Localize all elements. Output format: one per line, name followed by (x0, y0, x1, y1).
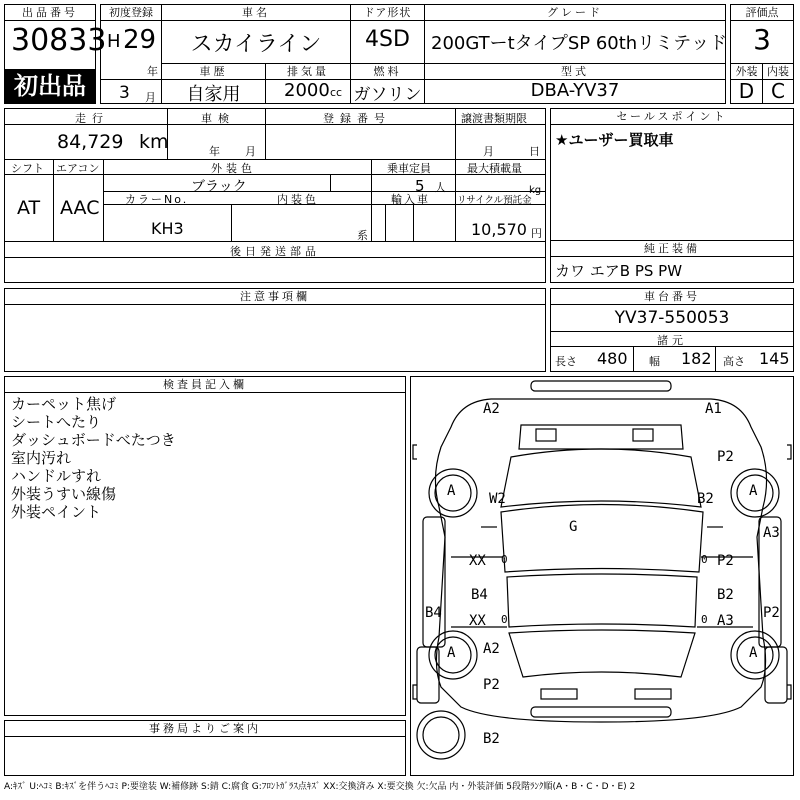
inspector-label: 検査員記入欄 (5, 377, 405, 393)
capacity-label: 乗車定員 (387, 162, 431, 175)
shift-value: AT (17, 197, 41, 219)
notes-label: 注意事項欄 (5, 289, 545, 305)
damage-zero-2: 0 (701, 553, 708, 566)
color-value: ブラック (191, 179, 247, 195)
inspector-line: シートへたり (11, 413, 102, 431)
disp-value: 2000 (284, 80, 330, 101)
grade-value: 200GTーtタイプSP 60thリミテッド (431, 33, 728, 54)
model-box (424, 63, 726, 104)
ac-label: エアコン (56, 162, 100, 175)
damage-zero-4: 0 (701, 613, 708, 626)
plate-label: 登録番号 (323, 112, 391, 125)
car-name: スカイライン (190, 32, 322, 57)
equipment-label: 純正装備 (551, 241, 793, 257)
int-label: 内装 (763, 64, 793, 80)
mileage-value: 84,729 (57, 131, 124, 153)
inspector-box (4, 376, 406, 716)
notes-box (4, 288, 546, 372)
chassis-label: 車台番号 (551, 289, 793, 305)
damage-a3-right: A3 (763, 525, 780, 541)
recycle-unit: 円 (531, 227, 542, 240)
int-value: C (771, 79, 785, 103)
insp-year-unit: 年 (209, 145, 220, 158)
mileage-label: 走行 (75, 112, 109, 125)
dims-label: 諸元 (657, 334, 687, 347)
damage-legend: A:ｷｽﾞ U:ﾍｺﾐ B:ｷｽﾞを伴うﾍｺﾐ P:要塗装 W:補修跡 S:錆 C:腐食 G:ﾌﾛﾝﾄｶﾞﾗｽ点ｷｽﾞ XX:交換済み X:要交換 欠:欠品 内・外装評価 5段階ﾗﾝｸ順(A・B・C・D・E) 2 (4, 782, 636, 792)
length-label: 長さ (555, 355, 577, 368)
length-value: 480 (597, 349, 628, 368)
damage-g: G (569, 519, 578, 535)
import-label: 輸入車 (391, 193, 430, 206)
name-box (161, 4, 351, 64)
damage-b4-inner: B4 (471, 587, 488, 603)
damage-zero-3: 0 (501, 613, 508, 626)
ac-value: AAC (60, 197, 100, 219)
damage-a2-lr: A2 (483, 641, 500, 657)
sales-text: ★ユーザー買取車 (555, 131, 674, 149)
tire-fr-grade: A (749, 483, 758, 499)
inspection-label: 車検 (201, 112, 235, 125)
load-unit: kg (529, 185, 542, 196)
tire-fl-grade: A (447, 483, 456, 499)
chassis-value: YV37-550053 (614, 308, 730, 328)
insp-month-unit: 月 (245, 145, 256, 158)
damage-b2-right: B2 (697, 491, 714, 507)
score-box (730, 4, 794, 64)
damage-b4-left: B4 (425, 605, 442, 621)
equipment-text: カワ エアB PS PW (555, 262, 683, 280)
damage-b2-right2: B2 (717, 587, 734, 603)
transfer-label: 譲渡書類期限 (461, 112, 527, 125)
colorno-label: カラーNo. (125, 193, 189, 206)
inspector-line: 外装うすい線傷 (11, 485, 117, 503)
damage-p2-right2: P2 (763, 605, 780, 621)
grade-label: グレード (425, 5, 725, 21)
capacity-value: 5 (415, 177, 425, 195)
door-label: ドア形状 (351, 5, 424, 21)
displacement-box (265, 63, 351, 104)
damage-xx-2: XX (469, 613, 486, 629)
exterior-box (730, 63, 763, 104)
fuel-value: ガソリン (353, 85, 422, 105)
height-value: 145 (759, 349, 790, 368)
damage-p2-lr: P2 (483, 677, 500, 693)
reg-month: 3 (119, 83, 130, 103)
damage-diagram (410, 376, 794, 776)
history-value: 自家用 (186, 84, 241, 105)
transfer-day-unit: 日 (529, 145, 540, 158)
car-outline-diagram (411, 377, 793, 775)
intcolor-label: 内装色 (277, 193, 319, 206)
damage-a2-top: A2 (483, 401, 500, 417)
transfer-month-unit: 月 (483, 145, 494, 158)
color-label: 外装色 (211, 162, 256, 175)
fuel-box (350, 63, 425, 104)
year-unit: 年 (147, 65, 158, 78)
later-parts-label: 後日発送部品 (230, 245, 320, 258)
inspector-line: カーペット焦げ (11, 395, 117, 413)
damage-a1-top: A1 (705, 401, 722, 417)
damage-xx-1: XX (469, 553, 486, 569)
era: H (107, 31, 121, 52)
lot-label: 出品番号 (5, 5, 95, 21)
recycle-label: リサイクル預託金 (457, 195, 532, 206)
grade-box (424, 4, 726, 64)
width-label: 幅 (649, 355, 660, 368)
damage-p2-right: P2 (717, 553, 734, 569)
inspector-line: ダッシュボードべたつき (11, 431, 176, 449)
name-label: 車名 (162, 5, 350, 21)
inspector-line: ハンドルすれ (11, 467, 102, 485)
recycle-value: 10,570 (471, 220, 527, 239)
first-listing-badge: 初出品 (5, 69, 95, 103)
reg-label: 初度登録 (101, 5, 161, 21)
door-box (350, 4, 425, 64)
damage-a3-right2: A3 (717, 613, 734, 629)
height-label: 高さ (723, 355, 745, 368)
tire-rr-grade: A (749, 645, 758, 661)
intcolor-unit: 系 (357, 229, 368, 242)
model-label: 型式 (425, 64, 725, 80)
score-label: 評価点 (731, 5, 793, 21)
model-value: DBA-YV37 (530, 80, 620, 101)
lot-number: 30833 (11, 23, 107, 58)
load-label: 最大積載量 (467, 162, 522, 175)
sales-label: セールスポイント (551, 109, 793, 125)
colorno-value: KH3 (151, 219, 184, 238)
ext-value: D (738, 79, 755, 103)
reg-year: 29 (123, 25, 157, 55)
ext-label: 外装 (731, 64, 762, 80)
chassis-box (550, 288, 794, 372)
disp-label: 排気量 (266, 64, 350, 80)
history-label: 車歴 (162, 64, 265, 80)
registration-box (100, 4, 162, 104)
shift-label: シフト (11, 162, 44, 175)
interior-box (762, 63, 794, 104)
damage-zero-1: 0 (501, 553, 508, 566)
damage-w2: W2 (489, 491, 506, 507)
fuel-label: 燃料 (351, 64, 424, 80)
equipment-box (550, 240, 794, 283)
details-grid (4, 108, 546, 283)
door-value: 4SD (365, 27, 410, 52)
inspector-line: 室内汚れ (11, 449, 72, 467)
capacity-unit: 人 (435, 181, 446, 194)
damage-p2-rf: P2 (717, 449, 734, 465)
score-value: 3 (753, 23, 771, 56)
history-box (161, 63, 266, 104)
sales-point-box (550, 108, 794, 241)
lot-box (4, 4, 107, 104)
damage-b2-bottom: B2 (483, 731, 500, 747)
disp-unit: cc (330, 86, 343, 99)
office-label: 事務局よりご案内 (5, 721, 405, 737)
tire-rl-grade: A (447, 645, 456, 661)
month-unit: 月 (145, 91, 156, 104)
width-value: 182 (681, 349, 712, 368)
mileage-unit: km (139, 131, 169, 153)
inspector-line: 外装ペイント (11, 503, 102, 521)
office-box (4, 720, 406, 776)
